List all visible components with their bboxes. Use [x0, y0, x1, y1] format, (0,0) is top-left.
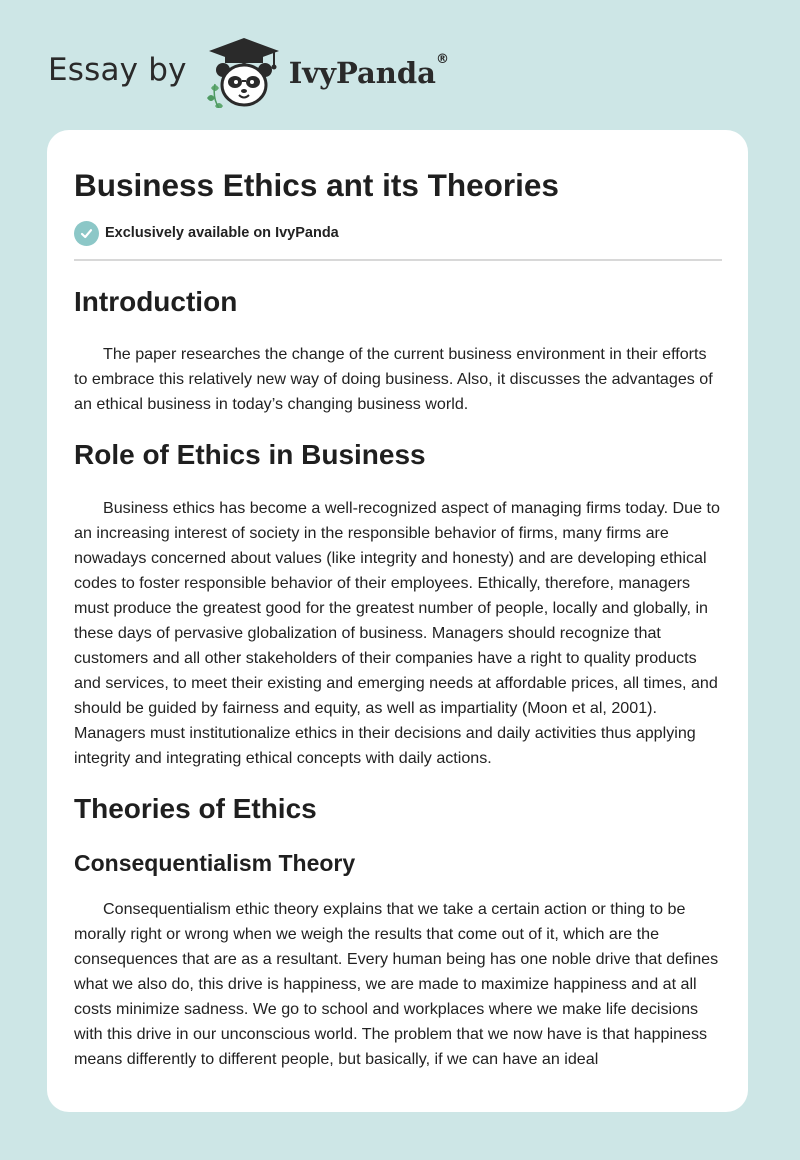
- title-divider: [74, 259, 722, 261]
- availability-label: Exclusively available on IvyPanda: [105, 225, 339, 241]
- section-heading-theories-of-ethics: Theories of Ethics: [74, 793, 317, 824]
- checkmark-icon: [74, 221, 99, 246]
- brand-name-text: IvyPanda: [288, 56, 436, 90]
- section-heading-introduction: Introduction: [74, 286, 238, 317]
- panda-graduate-logo-icon: [201, 36, 287, 108]
- essay-title: Business Ethics ant its Theories: [74, 167, 559, 203]
- brand-prefix: Essay by: [48, 52, 187, 88]
- section-heading-role-of-ethics: Role of Ethics in Business: [74, 439, 426, 470]
- essay-card: [47, 130, 748, 1112]
- brand-header[interactable]: [48, 36, 449, 108]
- paragraph-consequentialism: Consequentialism ethic theory explains that we take a certain action or thing to be morally right or wrong when we weigh the results that come out of it, which are the consequences that are as a resultant. Every human being has one noble drive that defines what we also do, this drive is happiness, we are made to maximize happiness and at all costs minimize sadness. We go to school and workplaces where we make life decisions with this drive in our unconscious world. The problem that we now have is that happiness means differently to different people, but basically, if we can have an ideal: [74, 900, 719, 1068]
- paragraph-role-of-ethics: Business ethics has become a well-recognized aspect of managing firms today. Due to an increasing interest of society in the responsible behavior of firms, many firms are nowadays concerned about values (like integrity and honesty) and are developing ethical codes to foster responsible behavior of their employees. Ethically, therefore, managers must produce the greatest good for the greatest number of people, locally and globally, in these days of pervasive globalization of business. Managers should recognize that customers and all other stakeholders of their companies have a right to quality products and services, to meet their existing and emerging needs at affordable prices, all times, and should be guided by fairness and equity, as well as impartiality (Moon et al, 2001). Managers must institutionalize ethics in their decisions and daily activities thus applying integrity and integrating ethical concepts with daily actions.: [74, 499, 720, 767]
- registered-mark: ®: [435, 52, 449, 67]
- availability-badge: [74, 220, 722, 246]
- paragraph-introduction: The paper researches the change of the current business environment in their efforts to embrace this relatively new way of doing business. Also, it discusses the advantages of an ethical business in today’s changing business world.: [74, 345, 713, 413]
- brand-name: [288, 52, 449, 90]
- subsection-heading-consequentialism: Consequentialism Theory: [74, 850, 356, 876]
